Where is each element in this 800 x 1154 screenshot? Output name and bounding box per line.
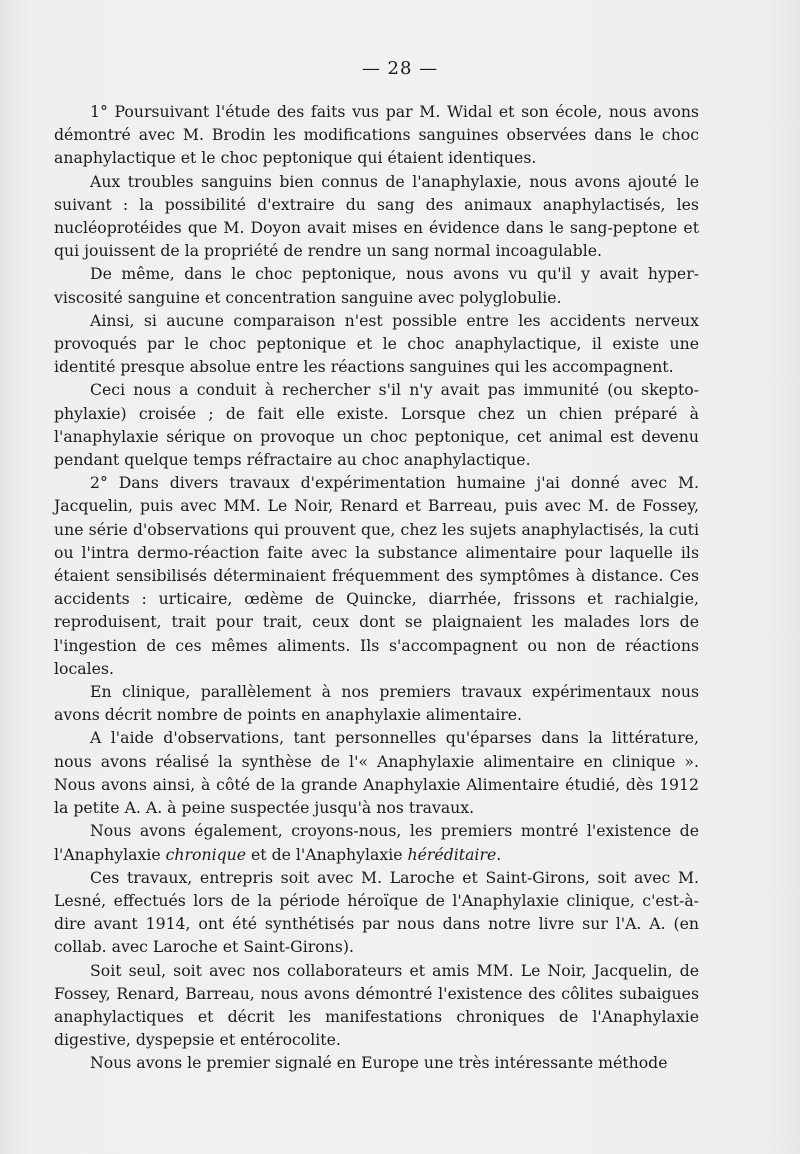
paragraph-9 [54, 819, 699, 865]
paragraph-7: En clinique, parallèlement à nos premiers travaux expérimentaux nous avons décrit nombre de points en anaphylaxie alimentaire. [54, 682, 699, 725]
paragraph-12: Nous avons le premier signalé en Europe une très intéressante méthode [90, 1053, 668, 1073]
paragraph-9-text-a: Nous avons également, croyons-nous, les premiers montré l'existence de l'Anaphylaxie [54, 821, 699, 864]
paragraph-9-text-b: et de l'Anaphylaxie [246, 844, 408, 864]
paragraph-5: Ceci nous a conduit à rechercher s'il n'y avait pas immunité (ou skepto-phylaxie) croisée ; de fait elle existe. Lorsque chez un chien préparé à l'anaphylaxie sérique on provoque un choc peptonique, cet animal est devenu pendant quelque temps réfractaire au choc anaphylactique. [54, 380, 699, 470]
italic-chronique: chronique [165, 844, 247, 864]
body-text [54, 100, 699, 1075]
paragraph-3: De même, dans le choc peptonique, nous avons vu qu'il y avait hyper-viscosité sanguine et concentration sanguine avec polyglobulie. [54, 264, 699, 307]
italic-hereditaire: héréditaire [407, 844, 497, 864]
paragraph-1: 1° Poursuivant l'étude des faits vus par M. Widal et son école, nous avons démontré avec M. Brodin les modifications sanguines observées dans le choc anaphylactique et le choc peptonique qui étaient identiques. [54, 102, 699, 168]
paragraph-2: Aux troubles sanguins bien connus de l'anaphylaxie, nous avons ajouté le suivant : la possibilité d'extraire du sang des animaux anaphylactisés, les nucléoprotéides que M. Doyon avait mises en évidence dans le sang-peptone et qui jouissent de la propriété de rendre un sang normal incoagulable. [54, 171, 699, 261]
paragraph-9-text-c: . [496, 844, 502, 864]
page-number: — 28 — [361, 58, 439, 79]
paragraph-8: A l'aide d'observations, tant personnelles qu'éparses dans la littérature, nous avons réalisé la synthèse de l'« Anaphylaxie alimentaire en clinique ». Nous avons ainsi, à côté de la grande Anaphylaxie Alimentaire étudié, dès 1912 la petite A. A. à peine suspectée jusqu'à nos travaux. [54, 728, 699, 818]
paragraph-4: Ainsi, si aucune comparaison n'est possible entre les accidents nerveux provoqués par le choc peptonique et le choc anaphylactique, il existe une identité presque absolue entre les réactions sanguines qui les accompagnent. [54, 310, 699, 377]
paragraph-11: Soit seul, soit avec nos collaborateurs et amis MM. Le Noir, Jacquelin, de Fossey, Renard, Barreau, nous avons démontré l'existence des côlites subaigues anaphylactiques et décrit les manifestations chroniques de l'Anaphylaxie digestive, dyspepsie et entérocolite. [54, 960, 699, 1050]
paragraph-6: 2° Dans divers travaux d'expérimentation humaine j'ai donné avec M. Jacquelin, puis avec MM. Le Noir, Renard et Barreau, puis avec M. de Fossey, une série d'observations qui prouvent que, chez les sujets anaphylactisés, la cuti ou l'intra dermo-réaction faite avec la substance alimentaire pour laquelle ils étaient sensibilisés déterminaient fréquemment des symptômes à distance. Ces accidents : urticaire, œdème de Quincke, diarrhée, frissons et rachialgie, reproduisent, trait pour trait, ceux dont se plaignaient les malades lors de l'ingestion de ces mêmes aliments. Ils s'accompagnent ou non de réactions locales. [54, 473, 699, 678]
paragraph-10: Ces travaux, entrepris soit avec M. Laroche et Saint-Girons, soit avec M. Lesné, effectués lors de la période héroïque de l'Anaphylaxie clinique, c'est-à-dire avant 1914, ont été synthétisés par nous dans notre livre sur l'A. A. (en collab. avec Laroche et Saint-Girons). [54, 867, 699, 957]
